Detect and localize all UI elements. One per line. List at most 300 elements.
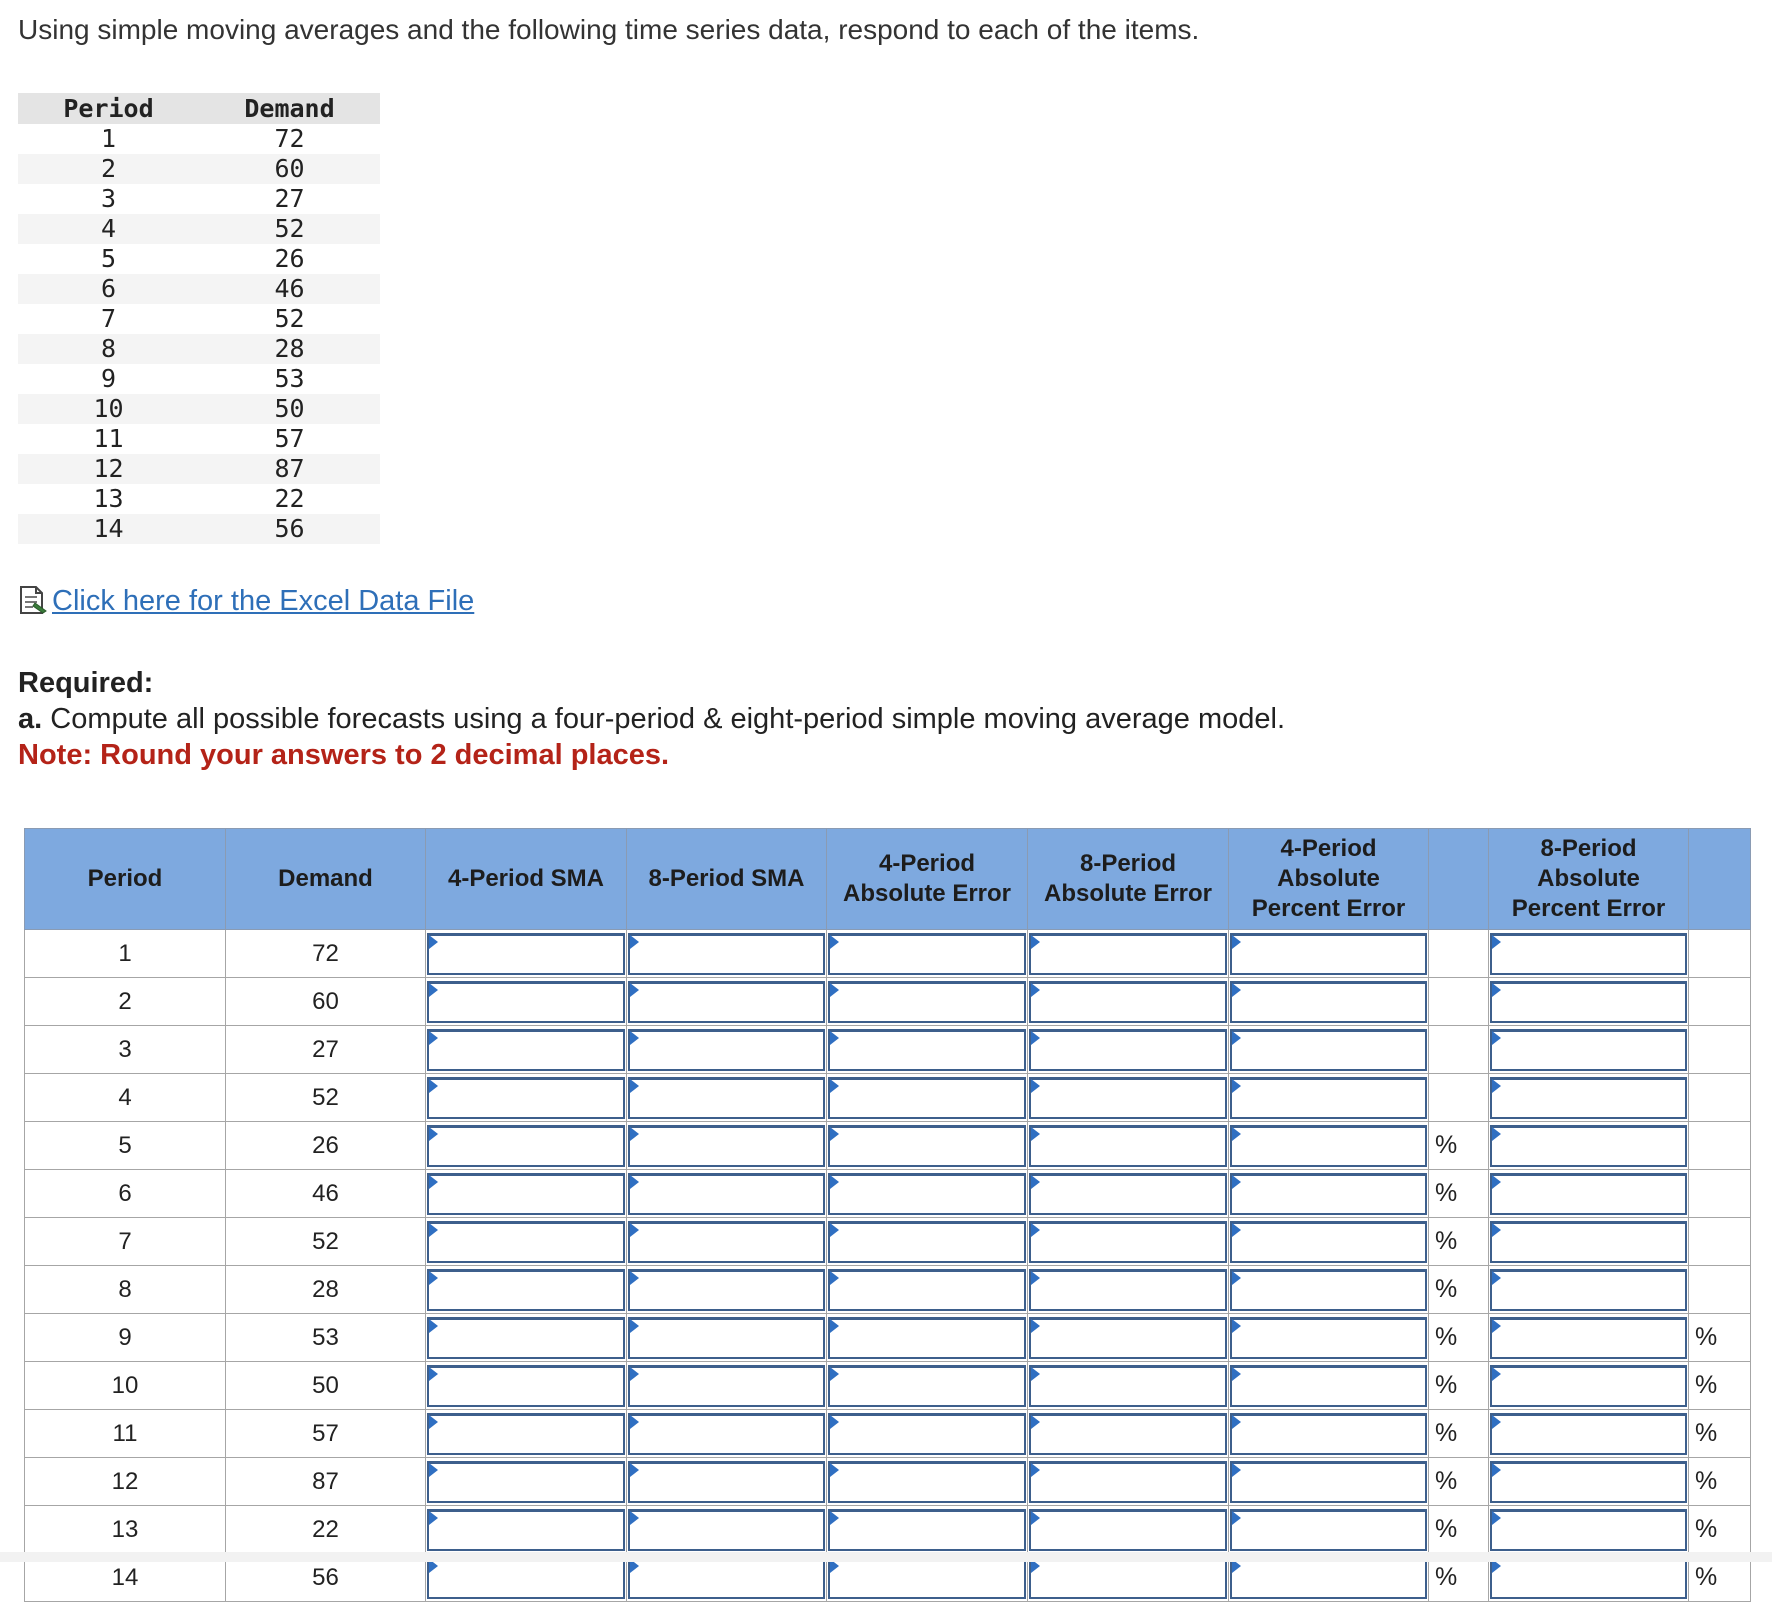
sma4-input[interactable] — [427, 1317, 625, 1359]
period-cell: 6 — [25, 1170, 226, 1218]
table-row — [25, 1266, 1751, 1314]
data-cell-demand: 52 — [199, 214, 380, 244]
entry-flag-icon — [1232, 1319, 1241, 1333]
entry-flag-icon — [1232, 935, 1241, 949]
entry-flag-icon — [830, 1463, 839, 1477]
ape8-cell[interactable] — [1489, 1362, 1689, 1410]
ae4-cell[interactable] — [827, 1074, 1028, 1122]
entry-flag-icon — [1492, 1127, 1501, 1141]
header-8-period-ape: 8-Period Absolute Percent Error — [1489, 829, 1689, 930]
ae8-input[interactable] — [1029, 1509, 1227, 1551]
table-row — [25, 1026, 1751, 1074]
sma8-input[interactable] — [628, 1125, 825, 1167]
ape4-input[interactable] — [1230, 1221, 1427, 1263]
rounding-note: Note: Round your answers to 2 decimal places. — [18, 739, 670, 771]
ae4-cell[interactable] — [827, 1026, 1028, 1074]
header-4-period-ape: 4-Period Absolute Percent Error — [1229, 829, 1429, 930]
ae4-cell[interactable] — [827, 1314, 1028, 1362]
ape8-input[interactable] — [1490, 1317, 1687, 1359]
ape8-unit — [1689, 978, 1751, 1026]
ae8-cell[interactable] — [1028, 1410, 1229, 1458]
data-cell-demand: 87 — [199, 454, 380, 484]
ape8-cell[interactable] — [1489, 1266, 1689, 1314]
data-row — [18, 274, 380, 304]
data-cell-demand: 60 — [199, 154, 380, 184]
period-cell: 3 — [25, 1026, 226, 1074]
data-cell-period: 8 — [18, 334, 199, 364]
ape4-input[interactable] — [1230, 933, 1427, 975]
sma4-cell[interactable] — [426, 1218, 627, 1266]
ape4-unit: % — [1429, 1410, 1489, 1458]
sma4-cell[interactable] — [426, 1362, 627, 1410]
demand-cell: 52 — [226, 1218, 426, 1266]
entry-flag-icon — [830, 1415, 839, 1429]
ape4-cell[interactable] — [1229, 1218, 1429, 1266]
ae4-input[interactable] — [828, 1365, 1026, 1407]
data-cell-demand: 56 — [199, 514, 380, 544]
entry-flag-icon — [1492, 935, 1501, 949]
ape4-unit: % — [1429, 1362, 1489, 1410]
sma8-input[interactable] — [628, 1173, 825, 1215]
ape8-cell[interactable] — [1489, 1410, 1689, 1458]
ape4-input[interactable] — [1230, 1557, 1427, 1599]
ae4-input[interactable] — [828, 981, 1026, 1023]
entry-flag-icon — [429, 1415, 438, 1429]
demand-cell: 50 — [226, 1362, 426, 1410]
data-cell-period: 11 — [93, 424, 124, 453]
entry-flag-icon — [830, 1223, 839, 1237]
data-cell-period: 2 — [18, 154, 199, 184]
ape8-cell[interactable] — [1489, 1170, 1689, 1218]
sma4-cell[interactable] — [426, 1026, 627, 1074]
ae4-input[interactable] — [828, 933, 1026, 975]
entry-flag-icon — [1232, 1271, 1241, 1285]
period-cell: 12 — [25, 1458, 226, 1506]
ape4-cell[interactable] — [1229, 1362, 1429, 1410]
ape8-input[interactable] — [1490, 1077, 1687, 1119]
excel-link-label[interactable]: Click here for the Excel Data File — [52, 585, 475, 617]
entry-flag-icon — [429, 1031, 438, 1045]
ape8-input[interactable] — [1490, 1461, 1687, 1503]
ae8-input[interactable] — [1029, 1269, 1227, 1311]
table-row — [25, 1362, 1751, 1410]
ape4-cell[interactable] — [1229, 1122, 1429, 1170]
period-cell: 2 — [25, 978, 226, 1026]
table-row — [25, 1458, 1751, 1506]
period-cell: 7 — [25, 1218, 226, 1266]
sma4-input[interactable] — [427, 1365, 625, 1407]
ae8-input[interactable] — [1029, 1317, 1227, 1359]
entry-flag-icon — [1232, 1223, 1241, 1237]
ape4-cell[interactable] — [1229, 1410, 1429, 1458]
ape8-unit — [1689, 1026, 1751, 1074]
data-row — [18, 364, 380, 394]
sma4-cell[interactable] — [426, 1074, 627, 1122]
sma8-input[interactable] — [628, 1413, 825, 1455]
data-row — [18, 424, 380, 454]
ape4-input[interactable] — [1230, 1365, 1427, 1407]
sma4-input[interactable] — [427, 1077, 625, 1119]
ae8-input[interactable] — [1029, 1029, 1227, 1071]
entry-flag-icon — [1492, 1319, 1501, 1333]
entry-flag-icon — [1232, 1463, 1241, 1477]
sma8-input[interactable] — [628, 1029, 825, 1071]
sma8-cell[interactable] — [627, 1506, 827, 1554]
ae8-input[interactable] — [1029, 1077, 1227, 1119]
ape8-input[interactable] — [1490, 1365, 1687, 1407]
entry-flag-icon — [1232, 1079, 1241, 1093]
entry-flag-icon — [630, 935, 639, 949]
entry-flag-icon — [429, 1271, 438, 1285]
ape8-input[interactable] — [1490, 1125, 1687, 1167]
entry-flag-icon — [830, 1367, 839, 1381]
period-cell: 9 — [25, 1314, 226, 1362]
demand-cell: 87 — [226, 1458, 426, 1506]
entry-flag-icon — [1031, 1127, 1040, 1141]
entry-flag-icon — [830, 1511, 839, 1525]
ape8-cell[interactable] — [1489, 1314, 1689, 1362]
ape4-input[interactable] — [1230, 1413, 1427, 1455]
data-cell-period: 1 — [100, 124, 117, 153]
entry-flag-icon — [1031, 1319, 1040, 1333]
ae8-cell[interactable] — [1028, 1074, 1229, 1122]
data-cell-demand: 72 — [274, 124, 305, 153]
ae4-cell[interactable] — [827, 1458, 1028, 1506]
ae4-cell[interactable] — [827, 1410, 1028, 1458]
ape4-cell[interactable] — [1229, 1074, 1429, 1122]
ape4-input[interactable] — [1230, 1317, 1427, 1359]
sma4-input[interactable] — [427, 1173, 625, 1215]
sma4-cell[interactable] — [426, 1122, 627, 1170]
ae8-input[interactable] — [1029, 981, 1227, 1023]
demand-cell: 56 — [226, 1554, 426, 1602]
ape8-input[interactable] — [1490, 1173, 1687, 1215]
ape4-cell[interactable] — [1229, 978, 1429, 1026]
ape4-cell[interactable] — [1229, 1170, 1429, 1218]
entry-flag-icon — [1492, 1367, 1501, 1381]
entry-flag-icon — [630, 1271, 639, 1285]
sma4-cell[interactable] — [426, 1170, 627, 1218]
sma8-input[interactable] — [628, 1077, 825, 1119]
sma4-input[interactable] — [427, 981, 625, 1023]
entry-flag-icon — [429, 1223, 438, 1237]
required-title: Required: — [18, 667, 154, 699]
ape4-unit — [1429, 978, 1489, 1026]
sma4-input[interactable] — [427, 1413, 625, 1455]
ae8-cell[interactable] — [1028, 1218, 1229, 1266]
col-header-period: Period — [18, 93, 199, 124]
entry-flag-icon — [1492, 1031, 1501, 1045]
ape8-input[interactable] — [1490, 1557, 1687, 1599]
demand-cell: 57 — [226, 1410, 426, 1458]
ape4-unit: % — [1429, 1122, 1489, 1170]
part-a-label: a. — [18, 703, 43, 735]
period-cell: 5 — [25, 1122, 226, 1170]
ape4-input[interactable] — [1230, 981, 1427, 1023]
entry-flag-icon — [429, 983, 438, 997]
table-row — [25, 1170, 1751, 1218]
sma8-cell[interactable] — [627, 930, 827, 978]
sma8-cell[interactable] — [627, 1266, 827, 1314]
sma4-input[interactable] — [427, 1029, 625, 1071]
entry-flag-icon — [830, 1271, 839, 1285]
sma4-cell[interactable] — [426, 1266, 627, 1314]
ape8-unit: % — [1689, 1554, 1751, 1602]
period-cell: 10 — [25, 1362, 226, 1410]
sma8-cell[interactable] — [627, 1170, 827, 1218]
demand-cell: 28 — [226, 1266, 426, 1314]
ape8-cell[interactable] — [1489, 1074, 1689, 1122]
data-cell-demand: 26 — [274, 244, 305, 273]
ape8-cell[interactable] — [1489, 1122, 1689, 1170]
ape8-cell[interactable] — [1489, 978, 1689, 1026]
ae8-cell[interactable] — [1028, 1026, 1229, 1074]
entry-flag-icon — [1031, 1031, 1040, 1045]
entry-flag-icon — [429, 1463, 438, 1477]
sma4-cell[interactable] — [426, 1410, 627, 1458]
sma8-cell[interactable] — [627, 1122, 827, 1170]
ape4-input[interactable] — [1230, 1269, 1427, 1311]
entry-flag-icon — [429, 1367, 438, 1381]
table-row — [25, 1506, 1751, 1554]
ae8-cell[interactable] — [1028, 1458, 1229, 1506]
ae4-input[interactable] — [828, 1461, 1026, 1503]
excel-data-link[interactable] — [18, 585, 474, 623]
entry-flag-icon — [830, 983, 839, 997]
data-cell-period: 3 — [100, 184, 117, 213]
sma8-input[interactable] — [628, 981, 825, 1023]
ape8-input[interactable] — [1490, 1413, 1687, 1455]
ape4-input[interactable] — [1230, 1077, 1427, 1119]
ae4-input[interactable] — [828, 1557, 1026, 1599]
sma8-cell[interactable] — [627, 1362, 827, 1410]
ae4-cell[interactable] — [827, 1170, 1028, 1218]
data-row — [18, 304, 380, 334]
ape4-cell[interactable] — [1229, 930, 1429, 978]
ape4-cell[interactable] — [1229, 1026, 1429, 1074]
ape4-input[interactable] — [1230, 1125, 1427, 1167]
ae4-cell[interactable] — [827, 1362, 1028, 1410]
table-row — [25, 1074, 1751, 1122]
ae4-cell[interactable] — [827, 1122, 1028, 1170]
ae8-cell[interactable] — [1028, 1506, 1229, 1554]
sma8-input[interactable] — [628, 1365, 825, 1407]
data-cell-demand: 53 — [274, 364, 305, 393]
excel-file-icon — [18, 585, 48, 623]
sma4-input[interactable] — [427, 933, 625, 975]
entry-flag-icon — [1232, 1127, 1241, 1141]
period-cell: 4 — [25, 1074, 226, 1122]
ae8-cell[interactable] — [1028, 1314, 1229, 1362]
sma8-input[interactable] — [628, 933, 825, 975]
sma8-cell[interactable] — [627, 1026, 827, 1074]
ae4-input[interactable] — [828, 1413, 1026, 1455]
data-cell-period: 14 — [18, 514, 199, 544]
ae4-input[interactable] — [828, 1317, 1026, 1359]
ape8-input[interactable] — [1490, 981, 1687, 1023]
sma4-input[interactable] — [427, 1221, 625, 1263]
entry-flag-icon — [429, 1511, 438, 1525]
ae4-input[interactable] — [828, 1509, 1026, 1551]
header-4-period-ape-unit — [1429, 829, 1489, 930]
data-cell-demand: 50 — [199, 394, 380, 424]
ape8-unit: % — [1689, 1314, 1751, 1362]
ape4-unit: % — [1429, 1170, 1489, 1218]
sma4-input[interactable] — [427, 1125, 625, 1167]
sma8-cell[interactable] — [627, 1458, 827, 1506]
ape4-unit: % — [1429, 1218, 1489, 1266]
ape8-cell[interactable] — [1489, 930, 1689, 978]
sma8-cell[interactable] — [627, 1074, 827, 1122]
ae8-cell[interactable] — [1028, 1362, 1229, 1410]
ae8-input[interactable] — [1029, 1173, 1227, 1215]
ape8-cell[interactable] — [1489, 1026, 1689, 1074]
ae4-cell[interactable] — [827, 930, 1028, 978]
ae8-input[interactable] — [1029, 1413, 1227, 1455]
ae8-input[interactable] — [1029, 1557, 1227, 1599]
ape8-cell[interactable] — [1489, 1458, 1689, 1506]
entry-flag-icon — [630, 1319, 639, 1333]
ape4-unit — [1429, 930, 1489, 978]
ae8-cell[interactable] — [1028, 930, 1229, 978]
sma8-cell[interactable] — [627, 1410, 827, 1458]
ae8-cell[interactable] — [1028, 1266, 1229, 1314]
header-period: Period — [25, 829, 226, 930]
ae4-cell[interactable] — [827, 1506, 1028, 1554]
ape4-cell[interactable] — [1229, 1506, 1429, 1554]
entry-flag-icon — [1492, 1463, 1501, 1477]
entry-flag-icon — [429, 1175, 438, 1189]
sma4-cell[interactable] — [426, 978, 627, 1026]
entry-flag-icon — [429, 935, 438, 949]
ae8-input[interactable] — [1029, 1461, 1227, 1503]
ape4-input[interactable] — [1230, 1509, 1427, 1551]
sma8-input[interactable] — [628, 1509, 825, 1551]
ape8-input[interactable] — [1490, 1509, 1687, 1551]
ape8-input[interactable] — [1490, 1029, 1687, 1071]
sma4-input[interactable] — [427, 1557, 625, 1599]
entry-flag-icon — [630, 983, 639, 997]
sma8-input[interactable] — [628, 1269, 825, 1311]
entry-flag-icon — [1232, 1031, 1241, 1045]
header-demand: Demand — [226, 829, 426, 930]
table-row — [25, 978, 1751, 1026]
data-cell-period: 4 — [18, 214, 199, 244]
sma4-cell[interactable] — [426, 1458, 627, 1506]
ape8-cell[interactable] — [1489, 1506, 1689, 1554]
data-cell-period: 5 — [100, 244, 117, 273]
data-cell-demand: 46 — [199, 274, 380, 304]
ape8-cell[interactable] — [1489, 1218, 1689, 1266]
sma4-cell[interactable] — [426, 1506, 627, 1554]
entry-flag-icon — [1492, 1415, 1501, 1429]
data-cell-demand: 22 — [274, 484, 305, 513]
data-row — [18, 454, 380, 484]
ae8-input[interactable] — [1029, 1365, 1227, 1407]
entry-flag-icon — [429, 1319, 438, 1333]
sma8-input[interactable] — [628, 1557, 825, 1599]
ape4-input[interactable] — [1230, 1173, 1427, 1215]
ae8-cell[interactable] — [1028, 1122, 1229, 1170]
sma4-input[interactable] — [427, 1269, 625, 1311]
data-cell-period: 7 — [100, 304, 117, 333]
ape4-cell[interactable] — [1229, 1266, 1429, 1314]
sma8-input[interactable] — [628, 1461, 825, 1503]
ae4-input[interactable] — [828, 1173, 1026, 1215]
period-cell: 13 — [25, 1506, 226, 1554]
ape8-input[interactable] — [1490, 1269, 1687, 1311]
entry-flag-icon — [830, 1079, 839, 1093]
period-cell: 11 — [25, 1410, 226, 1458]
ae4-input[interactable] — [828, 1029, 1026, 1071]
data-cell-period: 10 — [18, 394, 199, 424]
entry-flag-icon — [630, 1079, 639, 1093]
sma4-cell[interactable] — [426, 930, 627, 978]
data-row — [18, 484, 380, 514]
sma8-cell[interactable] — [627, 978, 827, 1026]
ape8-input[interactable] — [1490, 933, 1687, 975]
ae4-input[interactable] — [828, 1125, 1026, 1167]
table-row — [25, 1314, 1751, 1362]
ape4-unit: % — [1429, 1314, 1489, 1362]
ae4-input[interactable] — [828, 1077, 1026, 1119]
ae8-input[interactable] — [1029, 933, 1227, 975]
required-section — [18, 665, 1285, 773]
ae4-cell[interactable] — [827, 1218, 1028, 1266]
entry-flag-icon — [630, 1367, 639, 1381]
ae8-input[interactable] — [1029, 1221, 1227, 1263]
data-row — [18, 184, 380, 214]
data-cell-period: 13 — [93, 484, 124, 513]
entry-flag-icon — [1492, 1511, 1501, 1525]
ae4-input[interactable] — [828, 1221, 1026, 1263]
data-row — [18, 514, 380, 544]
ape4-cell[interactable] — [1229, 1458, 1429, 1506]
entry-flag-icon — [630, 1175, 639, 1189]
page-bottom-edge — [0, 1552, 1772, 1562]
entry-flag-icon — [630, 1415, 639, 1429]
sma8-input[interactable] — [628, 1221, 825, 1263]
ae8-cell[interactable] — [1028, 1170, 1229, 1218]
ape8-unit: % — [1689, 1458, 1751, 1506]
sma4-input[interactable] — [427, 1509, 625, 1551]
ape4-input[interactable] — [1230, 1461, 1427, 1503]
ape4-input[interactable] — [1230, 1029, 1427, 1071]
sma8-cell[interactable] — [627, 1218, 827, 1266]
sma4-cell[interactable] — [426, 1314, 627, 1362]
ae4-cell[interactable] — [827, 1266, 1028, 1314]
demand-cell: 26 — [226, 1122, 426, 1170]
ae8-cell[interactable] — [1028, 978, 1229, 1026]
entry-flag-icon — [1031, 1175, 1040, 1189]
entry-flag-icon — [1031, 983, 1040, 997]
data-row — [18, 214, 380, 244]
period-cell: 8 — [25, 1266, 226, 1314]
part-a-text: Compute all possible forecasts using a four-period & eight-period simple moving average model. — [42, 703, 1285, 735]
ape8-unit — [1689, 1074, 1751, 1122]
table-row — [25, 930, 1751, 978]
entry-flag-icon — [1232, 983, 1241, 997]
ape8-input[interactable] — [1490, 1221, 1687, 1263]
ae4-cell[interactable] — [827, 978, 1028, 1026]
ae8-input[interactable] — [1029, 1125, 1227, 1167]
sma4-input[interactable] — [427, 1461, 625, 1503]
entry-flag-icon — [1031, 1415, 1040, 1429]
ape4-cell[interactable] — [1229, 1314, 1429, 1362]
sma8-cell[interactable] — [627, 1314, 827, 1362]
ae4-input[interactable] — [828, 1269, 1026, 1311]
sma8-input[interactable] — [628, 1317, 825, 1359]
